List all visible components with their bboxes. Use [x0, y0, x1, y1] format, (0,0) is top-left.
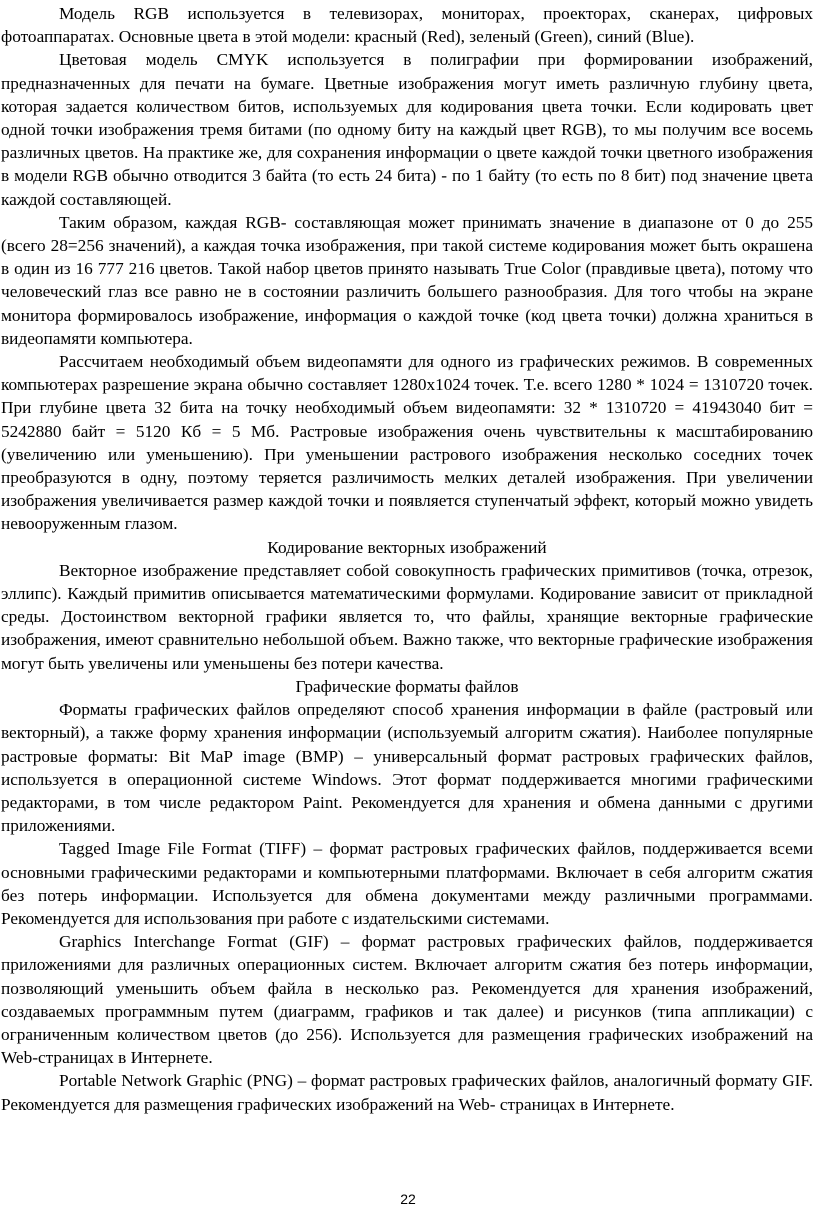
paragraph-png-format: Portable Network Graphic (PNG) – формат растровых графических файлов, аналогичный формату GIF. Рекомендуется для размещения графических изображений на Web- страницах в Интернете.	[1, 1071, 813, 1114]
paragraph-true-color: Таким образом, каждая RGB- составляющая может принимать значение в диапазоне от 0 до 255 (всего 28=256 значений), а каждая точка изображения, при такой системе кодирования может быть окрашена в один из 16 777 216 цветов. Такой набор цветов принято называть True Color (правдивые цвета), потому что человеческий глаз все равно не в состоянии различить большего разнообразия. Для того чтобы на экране монитора формировалось изображение, информация о каждой точке (код цвета точки) должна храниться в видеопамяти компьютера.	[1, 212, 813, 348]
paragraph-vector-images: Векторное изображение представляет собой совокупность графических примитивов (точка, отрезок, эллипс). Каждый примитив описывается математическими формулами. Кодирование зависит от прикладной среды. Достоинством векторной графики является то, что файлы, хранящие векторные графические изображения, имеют сравнительно небольшой объем. Важно также, что векторные графические изображения могут быть увеличены или уменьшены без потери качества.	[1, 560, 813, 673]
paragraph-tiff-format: Tagged Image File Format (TIFF) – формат растровых графических файлов, поддерживается всеми основными графическими редакторами и компьютерными платформами. Включает в себя алгоритм сжатия без потерь информации. Используется для обмена документами между различными программами. Рекомендуется для использования при работе с издательскими системами.	[1, 839, 813, 928]
paragraph-rgb-usage: Модель RGB используется в телевизорах, мониторах, проекторах, сканерах, цифровых фотоаппаратах. Основные цвета в этой модели: красный (Red), зеленый (Green), синий (Blue).	[1, 4, 813, 47]
page-number: 22	[400, 1191, 416, 1207]
paragraph-gif-format: Graphics Interchange Format (GIF) – формат растровых графических файлов, поддерживается приложениями для различных операционных систем. Включает алгоритм сжатия без потерь информации, позволяющий уменьшить объем файла в несколько раз. Рекомендуется для хранения изображений, создаваемых программным путем (диаграмм, графиков и так далее) и рисунков (типа аппликации) с ограниченным количеством цветов (до 256). Используется для размещения графических изображений на Web-страницах в Интернете.	[1, 932, 813, 1068]
paragraph-bmp-format: Форматы графических файлов определяют способ хранения информации в файле (растровый или векторный), а также форму хранения информации (используемый алгоритм сжатия). Наиболее популярные растровые форматы: Bit MaP image (BMP) – универсальный формат растровых графических файлов, используется в операционной системе Windows. Этот формат поддерживается многими графическими редакторами, в том числе редактором Paint. Рекомендуется для хранения и обмена данными с другими приложениями.	[1, 700, 813, 836]
paragraph-cmyk-depth: Цветовая модель CMYK используется в полиграфии при формировании изображений, предназначенных для печати на бумаге. Цветные изображения могут иметь различную глубину цвета, которая задается количеством битов, используемых для кодирования цвета точки. Если кодировать цвет одной точки изображения тремя битами (по одному биту на каждый цвет RGB), то мы получим все восемь различных цветов. На практике же, для сохранения информации о цвете каждой точки цветного изображения в модели RGB обычно отводится 3 байта (то есть 24 бита) - по 1 байту (то есть по 8 бит) под значение цвета каждой составляющей.	[1, 50, 813, 209]
paragraph-video-memory: Рассчитаем необходимый объем видеопамяти для одного из графических режимов. В современных компьютерах разрешение экрана обычно составляет 1280х1024 точек. Т.е. всего 1280 * 1024 = 1310720 точек. При глубине цвета 32 бита на точку необходимый объем видеопамяти: 32 * 1310720 = 41943040 бит = 5242880 байт = 5120 Кб = 5 Мб. Растровые изображения очень чувствительны к масштабированию (увеличению или уменьшению). При уменьшении растрового изображения несколько соседних точек преобразуются в одну, поэтому теряется различимость мелких деталей изображения. При увеличении изображения увеличивается размер каждой точки и появляется ступенчатый эффект, который можно увидеть невооруженным глазом.	[1, 352, 813, 534]
heading-graphic-formats: Графические форматы файлов	[295, 676, 519, 696]
heading-vector-encoding: Кодирование векторных изображений	[267, 537, 547, 557]
